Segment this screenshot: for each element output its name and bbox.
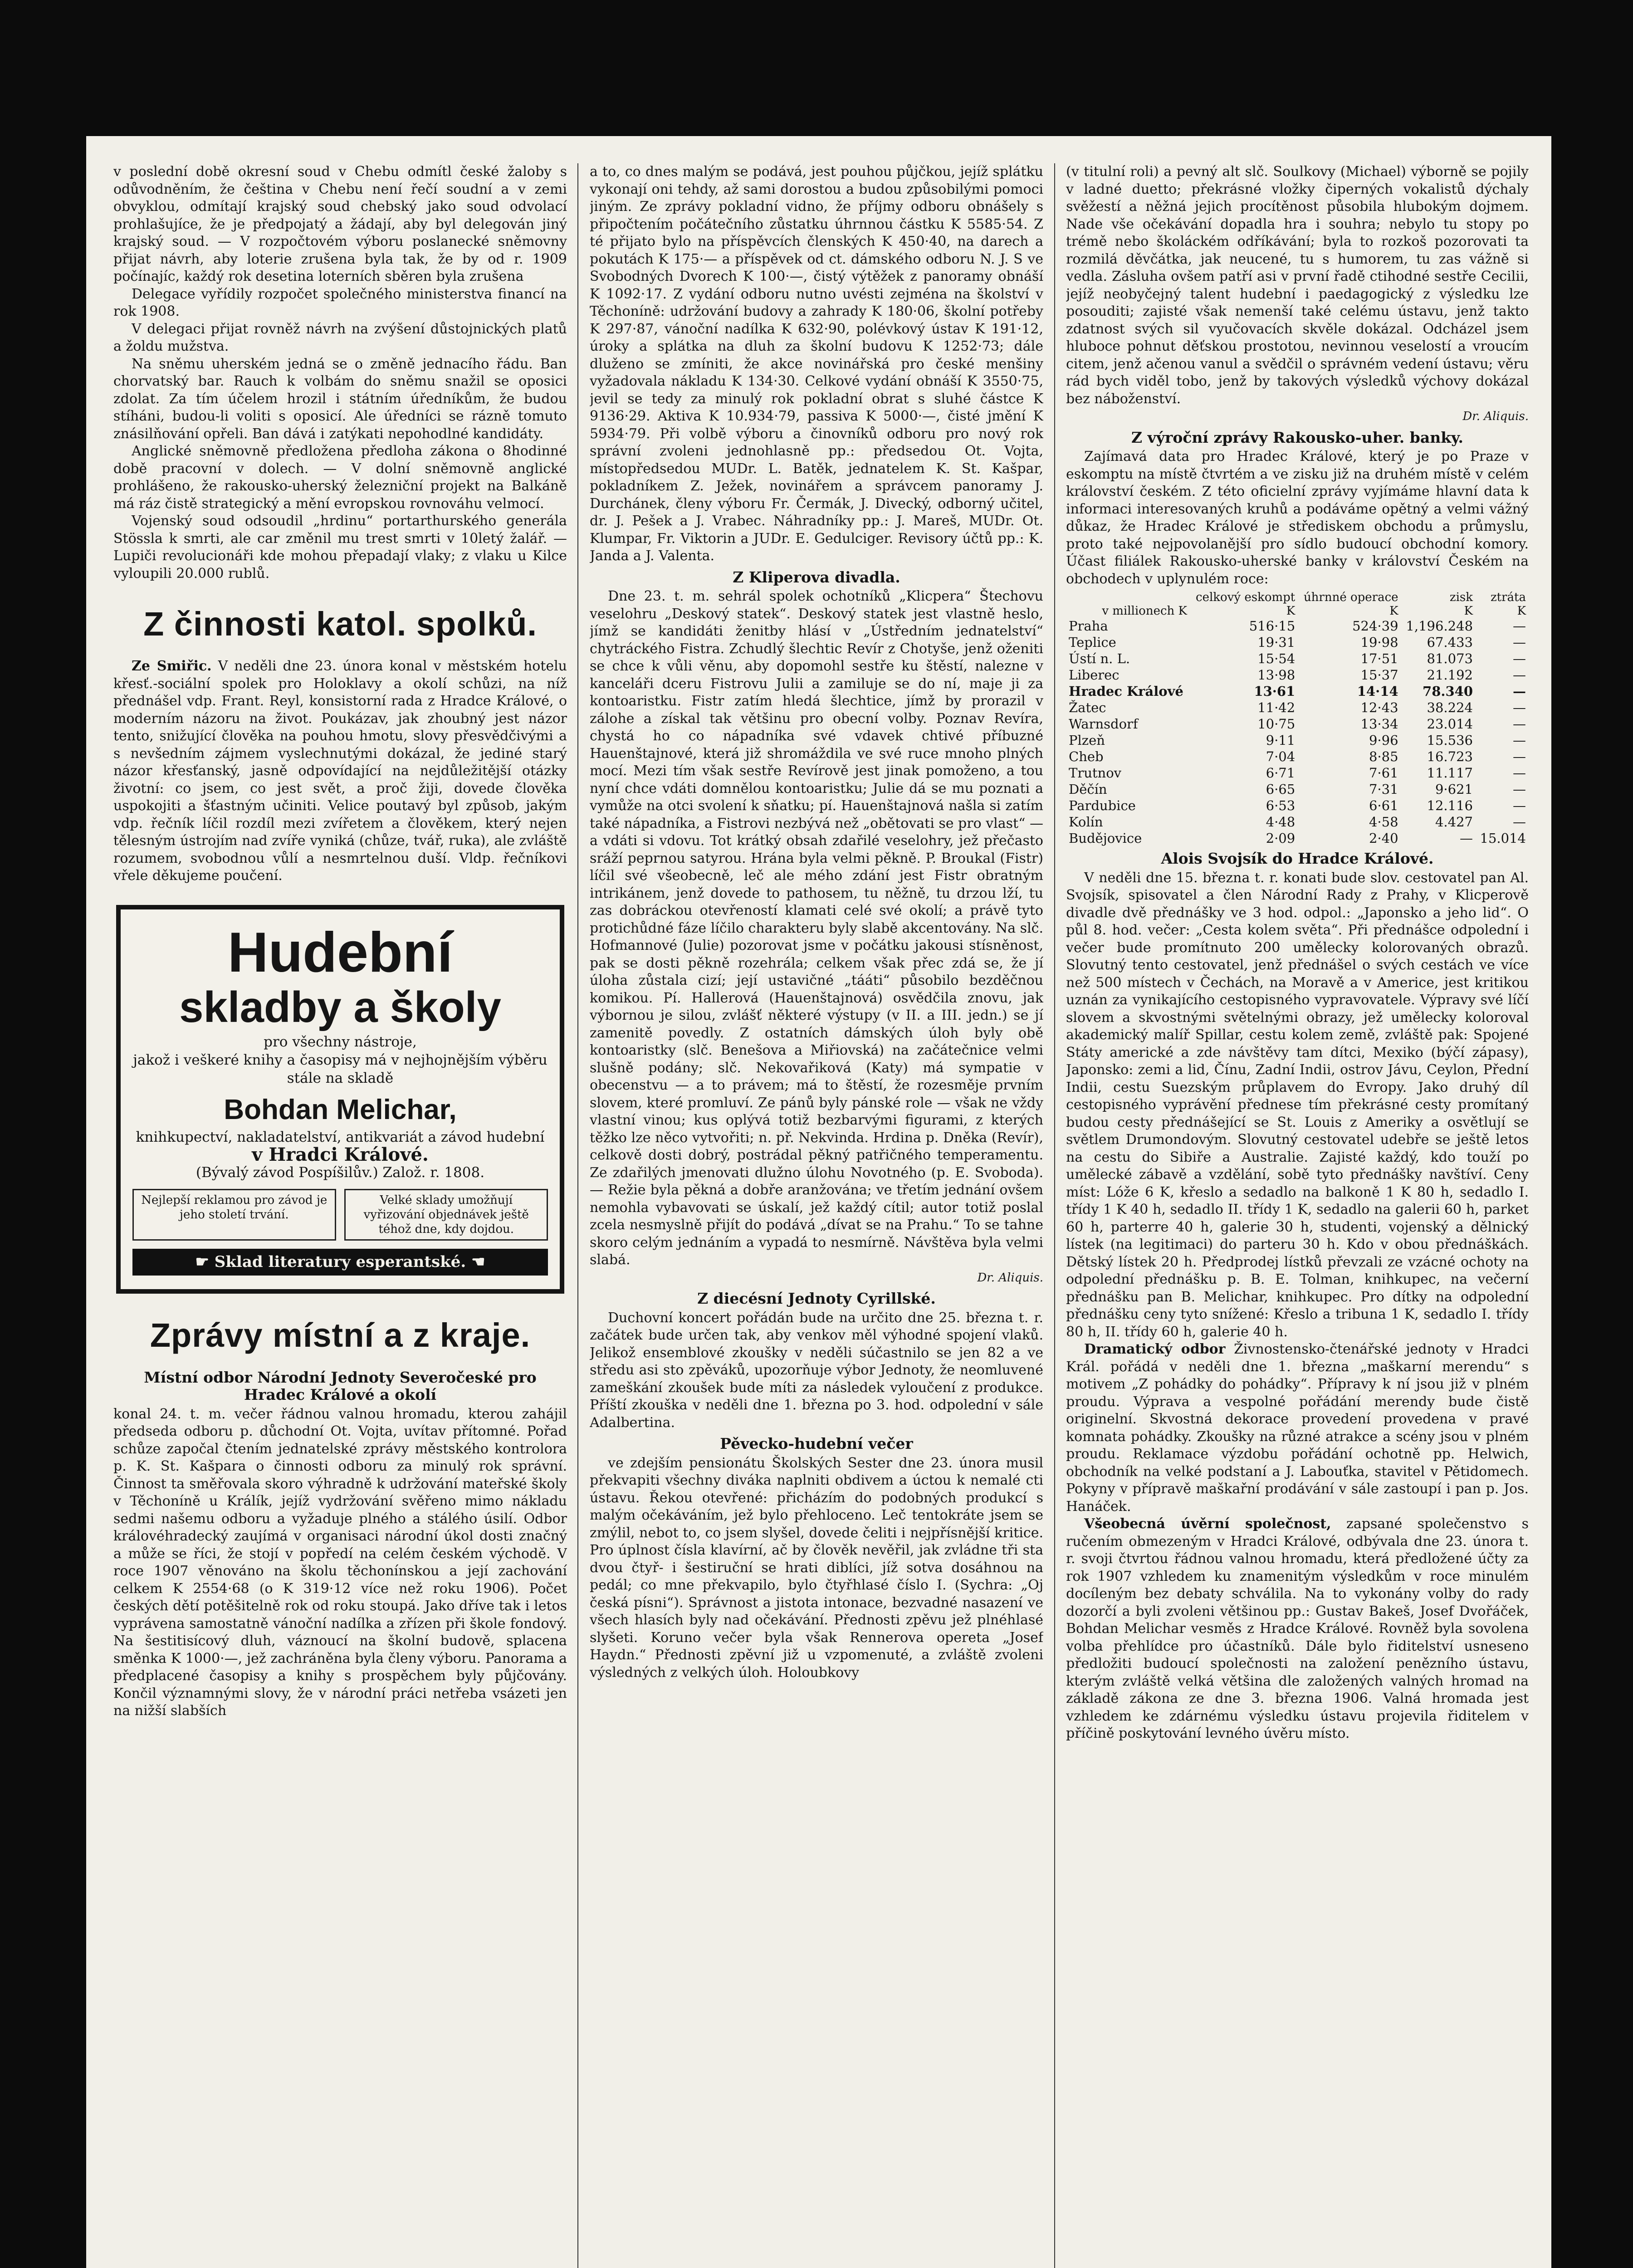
table-row [1066, 667, 1529, 683]
table-units-row [1066, 604, 1529, 618]
table-unit: K [1464, 604, 1473, 618]
table-cell-city: Budějovice [1069, 831, 1142, 846]
table-cell: — [1513, 700, 1526, 715]
paragraph: a to, co dnes malým se podává, jest pouhou půjčkou, jejíž splátku vykonají oni tehdy, až sami dorostou a budou způsobilými pomoci jiným. Ze zprávy pokladní vidno, že příjmy odboru obnášely s připočtením počátečního zůstatku úhrnnou částku K 5585·54. Z té přijato bylo na příspěvcích členských K 450·40, na darech a pokutách K 175·— a příspěvek od ct. dámského odboru N. J. S ve Svobodných Dvorech K 100·—, čistý výtěžek z panoramy obnáší K 1092·17. Z vydání odboru nutno uvésti zejména na školství v Těchoníně: udržování budovy a zahrady K 180·06, školní potřeby K 297·87, vánoční nadílka K 632·90, polévkový ústav K 191·12, úroky a splátka na dluh za školní budovu K 1252·73; dále dluženo se zmíniti, že akce novinářská pro české menšiny vyžadovala nákladu K 134·30. Celkové vydání obnáší K 3550·75, jevil se tedy za minulý rok pokladní obrat s sluhé částce K 9136·29. Aktiva K 10.934·79, passiva K 5000·—, čisté jmění K 5934·79. Při volbě výboru a činovníků odboru pro nový rok správní zvoleni jednohlasně pp.: předsedou Ot. Vojta, místopředsedou MUDr. L. Batěk, jednatelem K. St. Kašpar, pokladníkem Z. Ježek, novinářem a správcem panoramy J. Durchánek, členy výboru Fr. Čermák, J. Divecký, odborný učitel, dr. J. Pešek a J. Vrabec. Náhradníky pp.: J. Mareš, MUDr. Ot. Klumpar, Fr. Viktorin a JUDr. E. Gedulciger. Revisory účtů pp.: K. Janda a J. Valenta. [590, 164, 1043, 564]
advertisement-melichar [116, 905, 564, 1294]
article-text: Živnostensko-čtenářské jednoty v Hradci Král. pořádá v neděli dne 1. března „maškarní merendu“ s motivem „Z pohádky do pohádky“. Přípravy k ní jsou již v plném proudu. Výprava a vespolné pořádání merendy bude čistě originelní. Skvostná dekorace provedení provedena v pravé komnata pohádky. Zkoušky na různé atrakce a scény jsou v plném proudu. Reklamace výzdobu pořádání ochotně pp. Helwich, obchodník na velké podstaní a J. Labouťka, stavitel v Pětidomech. Pokyny v přípravě maškařní prodávání v sále zastoupí i pan p. Jos. Hanáček. [1066, 1341, 1529, 1515]
table-cell: 10·75 [1257, 716, 1296, 732]
table-cell: 15·54 [1257, 651, 1296, 666]
table-row [1066, 650, 1529, 667]
table-cell: 1,196.248 [1406, 618, 1473, 634]
table-cell: — [1513, 618, 1526, 634]
table-cell: 7·61 [1369, 765, 1398, 781]
paragraph: Delegace vyřídily rozpočet společného ministerstva financí na rok 1908. [113, 286, 567, 319]
table-cell: 15·37 [1360, 667, 1398, 683]
table-header: celkový eskompt [1196, 591, 1296, 604]
ad-title: Hudební [228, 921, 453, 984]
table-cell-city: Warnsdorf [1069, 716, 1138, 732]
table-row [1066, 765, 1529, 781]
table-cell: 6·71 [1266, 765, 1296, 781]
article-text: Duchovní koncert pořádán bude na určito dne 25. března t. r. začátek bude určen tak, aby venkov měl výhodné spojení vlaků. Jelikož ensemblové zkoušky v neděli súčastnilo se jen 82 a ve středu asi sto zpěváků, upozorňuje výbor Jednoty, že neomluvené zameškání zkoušek bude míti za následek vyloučení z produkce. Příští zkouška v neděli dne 1. března po 3. hod. odpolední v sále Adalbertina. [590, 1310, 1043, 1431]
table-cell-city: Teplice [1069, 635, 1116, 650]
paragraph: Vojenský soud odsoudil „hrdinu“ portarthurského generála Stössla k smrti, ale car změnil mu trest smrti v 10letý žalář. — Lupiči revolucionáři kde mohou přepadají vlaky; z vlaku u Kilce vyloupili 20.000 rublů. [113, 513, 567, 582]
table-cell: 13·98 [1257, 667, 1296, 683]
article-lead: Ze Smiřic. [132, 658, 212, 674]
section-heading-katol: Z činnosti katol. spolků. [143, 605, 537, 643]
ad-line: pro všechny nástroje, [264, 1033, 417, 1050]
table-cell: 12·43 [1360, 700, 1398, 715]
table-cell: — [1513, 749, 1526, 764]
table-cell: 23.014 [1427, 716, 1473, 732]
table-cell: 19·31 [1257, 635, 1296, 650]
table-cell-city: Trutnov [1069, 765, 1122, 781]
table-cell: 21.192 [1427, 667, 1473, 683]
table-cell: 4.427 [1435, 814, 1473, 830]
table-cell: — [1513, 733, 1526, 748]
article-subheading: Místní odbor Národní Jednoty Severočeské pro Hradec Králové a okolí [144, 1368, 537, 1403]
table-cell: — [1513, 798, 1526, 813]
table-cell: — [1513, 765, 1526, 781]
article-subheading: Z Kliperova divadla. [733, 568, 900, 586]
table-unit: K [1389, 604, 1398, 618]
table-cell: 11·42 [1257, 700, 1296, 715]
table-row [1066, 699, 1529, 716]
table-cell: 516·15 [1249, 618, 1296, 634]
article-text: Dne 23. t. m. sehrál spolek ochotníků „Klicpera“ Štechovu veselohru „Deskový statek“. Deskový statek jest vlastně heslo, jímž se kandidáti ženitby hlásí v „Ústředním jednatelství“ chytráckého Fistra. Zchudlý šlechtic Revír z Chotyše, jenž oženiti se chce k vůli věnu, aby dopomohl sestře ku štěstí, nalezne v kanceláři dceru Fistrovu Julii a zamiluje se do ní, maje ji za kontoaristku. Fistr zatím hledá šlechtice, jímž by prorazil v zálohe a získal tak většinu pro obecní volby. Poznav Revíra, chystá ho co nápadníka své vdavek chtivé příbuzné Hauenštajnové, která již shromáždila ve své ruce mnoho plných mocí. Mezi tím však sestře Revírově jest jinak pomoženo, a tou nyní chce vdáti domnělou kontoaristku; Julie dá se mu poznati a vymůže na otci svolení k sňatku; pí. Hauenštajnová našla si zatím také nápadníka, a Fistrovi nezbývá než „obětovati se pro vlast“ — a vdáti si vdovu. Tot krátký obsah zdařilé veselohry, jež přečasto sráží peprnou satyrou. Hrána byla velmi pěkně. P. Broukal (Fistr) líčil své všeobecně, leč ale mého zdání jest Fistr obratným intrikánem, jenž dovede to pathosem, tu něžně, tu drzou lží, tu zas dobráckou otevřeností klamati celé své okolí; a právě tyto protichůdné fáze líčilo charakteru byly slabě akcentovány. Na slč. Hofmannové (Julie) pozorovat jsme v počátku jakousi stísněnost, pak se dosti pěkně rozehrála; celkem však přec zdá se, že jí úloha zůstala cizí; její ustavičné „tááti“ působilo bezděčnou komikou. Pí. Hallerová (Hauenštajnová) osvědčila znovu, jak výbornou je silou, zvlášť některé výstupy (v II. a III. jedn.) se jí zamenitě povedly. Z ostatních dámských úloh byly obě kontoaristky (slč. Benešova a Miřiovská) na začátečnice velmi slušně podány; slč. Nekovařiková (Katy) má sympatie v obecenstvu — a to právem; má to štěstí, že rozesměje prvním slovem, které promluví. Ze pánů byly pánské role — však ne vždy vlastní vinou; kus oplývá totiž bezbarvými figurami, z kterých těžko lze něco vytvořiti; n. př. Nekvinda. Hrdina p. Dněka (Revír), celkově dosti dobrý, postrádal pěkný patřičného temperamentu. Ze zdařilých jmenovati dlužno úlohu Novotného (p. E. Svoboda). — Režie byla pěkná a dobře aranžována; ve třetím jednání ovšem nemohla vybavovati se úskalí, jež každý cítil; autor totiž poslal zcela nesmyslně přijít do podává „dívat se na Prahu.“ To se tahne skoro celým jednáním a vypadá to nesmírně. Návštěva byla velmi slabá. [590, 588, 1043, 1268]
ad-former: (Bývalý závod Pospíšilův.) Založ. r. 1808. [196, 1164, 485, 1181]
article-text: konal 24. t. m. večer řádnou valnou hromadu, kterou zahájil předseda odboru p. důchodní Ot. Vojta, uvítav přítomné. Pořad schůze započal čtením jednatelské zprávy městského kontrolora p. K. St. Kašpara o činnosti odboru za minulý rok správní. Činnost ta směřovala skoro výhradně k udržování mateřské školy v Těchoníně u Králík, jejíž vydržování svěřeno mimo nákladu sedmi našemu odboru a vyžaduje plného a stálého úsilí. Odbor královéhradecký zaujímá v organisaci národní úkol dosti značný a může se říci, že stojí v popředí na celém českém východě. V roce 1907 věnováno na školu těchonínskou a její zachování celkem K 2554·68 (o K 319·12 více než roku 1906). Počet českých dětí potěšitelně rok od roku stoupá. Jako dříve tak i letos vyprávena samostatně vánoční nadílka a zřízen při škole fondový. Na šestitisícový dluh, váznoucí na školní budově, splacena směnka K 1000·—, jež zachráněna byla členy výboru. Panorama a předplacené časopisy a knihy s prospěchem byly půjčovány. Končil významnými slovy, že v národní práci netřeba vsázeti jen na nižší slabších [113, 1406, 567, 1719]
table-cell-city: Praha [1069, 618, 1108, 634]
paragraph: (v titulní roli) a pevný alt slč. Soulkovy (Michael) výborně se pojily v ladné duetto; překrásné vložky čiperných vokalistů dýchaly svěžestí a něžná jejich procítěnost působila hlubokým dojmem. Nade vše očekávání dopadla hra i souhra; nebylo tu stopy po trémě nebo školáckém odříkávání; byla to rozkoš pozorovati ta rozmilá děvčátka, jak neucené, tu s humorem, tu zas vážně si vedla. Zásluha ovšem patří asi v první řadě ctihodné sestře Cecilii, jejíž neobyčejný talent hudební i paedagogický z výsledku lze posouditi; zajisté však nemenší také celému ústavu, jenž takto zdatnost svých sil vyučovacích skvěle dokázal. Odcházel jsem hluboce pohnut děťskou prostotou, nevinnou veselostí a vroucím citem, jenž ačenou vanul a svědčil o správném vedení ústavu; věru rád bych viděl tobo, jenž by takových výsledků výchovy dokázal bez náboženství. [1066, 164, 1529, 407]
table-cell: — [1513, 716, 1526, 732]
table-cell: 7·31 [1369, 782, 1398, 797]
article-dramaticky [1066, 1341, 1529, 1515]
table-cell: — [1513, 684, 1526, 699]
table-cell: 67.433 [1427, 635, 1473, 650]
newspaper-page [86, 136, 1551, 2268]
table-row [1066, 732, 1529, 748]
table-cell: 2·40 [1369, 831, 1398, 846]
ad-line: jakož i veškeré knihy a časopisy má v nejhojnějším výběru stále na skladě [133, 1051, 548, 1086]
table-cell: 15.536 [1427, 733, 1473, 748]
table-row [1066, 618, 1529, 634]
article-uverni [1066, 1515, 1529, 1743]
table-cell: 38.224 [1427, 700, 1473, 715]
table-cell-city: Plzeň [1069, 733, 1105, 748]
table-cell: 17·51 [1360, 651, 1398, 666]
column-3 [1066, 163, 1529, 2268]
ad-company-name: Bohdan Melichar, [224, 1094, 457, 1125]
table-cell: 14·14 [1357, 684, 1398, 699]
article-subheading: Pěvecko-hudební večer [720, 1435, 913, 1452]
table-cell: 524·39 [1352, 618, 1398, 634]
table-cell: 9·11 [1266, 733, 1296, 748]
table-cell: 6·61 [1369, 798, 1398, 813]
ad-box-right: Velké sklady umožňují vyřizování objednávek ještě téhož dne, kdy dojdou. [344, 1189, 548, 1241]
table-cell-city: Děčín [1069, 782, 1107, 797]
table-cell: — [1513, 667, 1526, 683]
column-2 [590, 163, 1043, 2268]
ad-subtitle: skladby a školy [179, 982, 501, 1031]
table-cell: 6·65 [1266, 782, 1296, 797]
table-cell: 12.116 [1427, 798, 1473, 813]
table-units-label: v millionech K [1102, 604, 1187, 618]
table-header: zisk [1449, 591, 1473, 604]
table-row [1066, 830, 1529, 846]
table-row [1066, 748, 1529, 765]
table-cell-city: Liberec [1069, 667, 1120, 683]
ad-boxes [132, 1189, 548, 1241]
column-rule [1054, 163, 1055, 2268]
table-cell: 9·96 [1369, 733, 1398, 748]
table-cell-city: Kolín [1069, 814, 1103, 830]
table-cell: 13·61 [1254, 684, 1296, 699]
table-cell: 81.073 [1427, 651, 1473, 666]
table-cell-city: Ústí n. L. [1069, 651, 1130, 666]
paragraph: v poslední době okresní soud v Chebu odmítl české žaloby s odůvodněním, že čeština v Chebu není řečí soudní a v zemi obvyklou, odmítají krajský soud chebský jako soud odvolací prohlašujíce, že je předpojatý a žádají, aby byl delegován jiný krajský soud. — V rozpočtovém výboru poslanecké sněmovny přijat návrh, aby loterie zrušena byla tak, že by od r. 1909 počínajíc, každý rok desetina loterních sběren byla zrušena [113, 164, 567, 284]
paragraph: Na sněmu uherském jedná se o změně jednacího řádu. Ban chorvatský bar. Rauch k volbám do sněmu snažil se oposici zdolat. Za tím účelem hrozil i státním úředníkům, že budou stíháni, budou-li voliti s oposicí. Ale úředníci se rázně tomuto znásilňování opřeli. Ban dává i zatýkati nepohodlné kandidáty. [113, 356, 567, 442]
table-cell: — [1460, 831, 1473, 846]
ad-box-left: Nejlepší reklamou pro závod je jeho století trvání. [132, 1189, 336, 1241]
signature: Dr. Aliquis. [977, 1271, 1043, 1285]
table-cell: — [1513, 635, 1526, 650]
table-cell: 4·58 [1369, 814, 1398, 830]
ad-trade: knihkupectví, nakladatelství, antikvariát a závod hudební [136, 1129, 545, 1145]
table-cell: 8·85 [1369, 749, 1398, 764]
table-cell: 13·34 [1360, 716, 1398, 732]
article-subheading: Z diecésní Jednoty Cyrillské. [697, 1290, 936, 1307]
table-cell-city: Žatec [1069, 700, 1106, 715]
article-smirice [113, 658, 567, 885]
signature: Dr. Aliquis. [1462, 410, 1529, 423]
table-header-row [1066, 591, 1529, 604]
article-lead: Dramatický odbor [1084, 1341, 1226, 1357]
table-cell: 6·53 [1266, 798, 1296, 813]
table-cell: 16.723 [1427, 749, 1473, 764]
table-row [1066, 683, 1529, 699]
bank-table [1066, 591, 1529, 846]
table-cell-city: Pardubice [1069, 798, 1136, 813]
table-cell: — [1513, 782, 1526, 797]
table-row [1066, 814, 1529, 830]
article-subheading: Z výroční zprávy Rakousko-uher. banky. [1131, 428, 1463, 446]
table-row [1066, 797, 1529, 814]
article-lead: Všeobecná úvěrní společnost, [1084, 1516, 1331, 1532]
paragraph: Anglické sněmovně předložena předloha zákona o 8hodinné době pracovní v dolech. — V dolní sněmovně anglické prohlášeno, že rakousko-uherský železniční projekt na Balkáně má ráz čistě strategický a mění evropskou rovnováhu velmocí. [113, 443, 567, 512]
table-header: ztráta [1490, 591, 1526, 604]
article-text: zapsané společenstvo s ručením obmezeným v Hradci Králové, odbývala dne 23. února t. r. svoji čtvrtou řádnou valnou hromadu, která předložené účty za rok 1907 vzhledem ku znamenitým výsledkům v roce minulém docíleným bez debaty schválila. Na to vykonány volby do rady dozorčí a byli zvoleni většinou pp.: Gustav Bakeš, Josef Dvořáček, Bohdan Melichar vesměs z Hradce Králové. Rovněž byla sovolena volba přehlídce pro účastníků. Dále bylo řiditelství usneseno předložiti budoucí společnosti na založení penězního ústavu, kterým zvláště velká většina dle založených valných hromad na základě zákona ze dne 3. března 1906. Valná hromada jest vzhledem ke zdárnému výsledku ústavu projevila řiditelem v příčině poskytování levného úvěru místo. [1066, 1516, 1529, 1741]
column-1 [113, 163, 567, 2268]
article-text: V neděli dne 15. března t. r. konati bude slov. cestovatel pan Al. Svojsík, spisovatel a člen Národní Rady z Prahy, v Klicperově divadle dvě přednášky ve 3 hod. odpol.: „Japonsko a jeho lid“. O půl 8. hod. večer: „Cesta kolem světa“. Při přednášce odpolední i večer bude promítnuto 200 umělecky kolorovaných obrazů. Slovutný tento cestovatel, jenž přednášel o svých cestách ve více než 500 místech v Čechách, na Moravě a v Americe, jest kritikou uznán za vynikajícího cestopisného vypravovatele. Výpravy své líčí slovem a skvostnými světelnými obrazy, jež umělecky koloroval akademický malíř Spillar, cestu kolem země, zvláště pak: Spojené Státy americké a zde návštěvy tam dítci, Mexiko (býčí zápasy), Japonsko: zemi a lid, Čínu, Zadní Indii, ostrov Jávu, Ceylon, Přední Indii, cestu Suezským průplavem do Evropy. Jako druhý díl cestopisného vyprávění přednese tím překrásné cesty promítaný budou cesty přednášející se St. Louis z Ameriky a osvětlují se světlem Drumondovým. Slovutný cestovatel udebře se ještě letos na cestu do Sibiře a Australie. Zajisté každý, kdo touží po umělecké zábavě a vzdělání, sobě tyto přednášky navštíví. Ceny míst: Lóže 6 K, křeslo a sedadlo na balkoně 1 K 80 h, sedadlo I. třídy 1 K 40 h, sedadlo II. třídy 1 K, sedadlo na galerii 60 h, parket 60 h, parterre 40 h, galerie 30 h, studenti, vojenský a dělnický lístek (na legitimaci) do parteru 30 h. Kdo v obou přednáškách. Dětský lístek 20 h. Předprodej lístků převzali ze vzácné ochoty na odpolední přednášku p. B. E. Tolman, knihkupec, na večerní přednášku pan B. Melichar, knihkupec. Pro dítky na odpolední přednášku ceny tyto snížené: Křeslo a tribuna 1 K, sedadlo I. třídy 80 h, II. třídy 60 h, galerie 40 h. [1066, 870, 1529, 1340]
table-cell: 9·621 [1435, 782, 1473, 797]
table-row [1066, 634, 1529, 650]
table-cell: 2·09 [1266, 831, 1296, 846]
table-cell: 4·48 [1266, 814, 1296, 830]
table-cell: 7·04 [1266, 749, 1296, 764]
table-cell: 11.117 [1427, 765, 1473, 781]
column-rule [577, 163, 578, 2268]
article-text: ve zdejším pensionátu Školských Sester dne 23. února musil překvapiti všechny diváka naplniti obdivem a úctou k nemalé cti ústavu. Řekou otevřené: přicházím do podobných produkcí s malým očekáváním, jež bylo přehloceno. Leč tentokráte jsem se zmýlil, nebot to, co jsem slyšel, dovede čeliti i nejpřísnější kritice. Pro úplnost čísla klavírní, ač by člověk nevěřil, jak zvládne tři sta dvou čtyř- i šestiruční se hrati diblíci, jíž sotva dosáhnou na pedál; co mne překvapilo, bylo čtyřhlasé číslo I. (Sychra: „Oj česká písni“). Správnost a jistota intonace, bezvadné nasazení ve všech hlasích byly nad očekávání. Přednosti zpěvu jež plnéhlasé slyšeti. Koruno večer byla však Rennerova opereta „Josef Haydn.“ Přednosti zpěvní již u vzpomenuté, a zvláště zvoleni výsledných z velkých úloh. Holoubkovy [590, 1455, 1043, 1681]
section-heading-zpravy: Zprávy místní a z kraje. [150, 1316, 531, 1354]
table-cell: 15.014 [1480, 831, 1526, 846]
ad-esperanto-banner: ☛ Sklad literatury esperantské. ☚ [132, 1249, 548, 1276]
article-text: Zajímavá data pro Hradec Králové, který je po Praze v eskomptu na místě čtvrtém a ve zisku již na druhém místě v celém království českém. Z této oficielní zprávy vyjímáme hlavní data k informaci interesovaných kruhů a podáváme opětný a velmi vážný důkaz, že Hradec Králové je střediskem obchodu a průmyslu, proto také nejpovolanější pro sídlo budoucí obchodní komory. Účast filiálek Rakousko-uherské banky v království Českém na obchodech v uplynulém roce: [1066, 449, 1529, 587]
table-cell: 78.340 [1423, 684, 1473, 699]
ad-town: v Hradci Králové. [252, 1144, 429, 1165]
table-cell: 19·98 [1360, 635, 1398, 650]
table-cell: — [1513, 651, 1526, 666]
table-row [1066, 716, 1529, 732]
table-unit: K [1517, 604, 1526, 618]
paragraph: V delegaci přijat rovněž návrh na zvýšení důstojnických platů a žoldu mužstva. [113, 321, 567, 354]
table-cell: — [1513, 814, 1526, 830]
bank-table-body [1066, 618, 1529, 846]
table-cell-city: Cheb [1069, 749, 1104, 764]
article-text: V neděli dne 23. února konal v městském hotelu křesť.-sociální spolek pro Holoklavy a okolí schůzi, na níž přednášel vdp. Frant. Reyl, konsistorní rada z Hradce Králové, o moderním názoru na život. Poukázav, jak zhoubný jest názor tento, snižující člověka na pouhou hmotu, slovy přesvědčivými a s nevšedním zájmem vyslechnutými dokázal, že jediné starý názor křesťanský, jasně odpovídající na nejdůležitější otázky životní: co jsem, co jest svět, a proč žiji, dovede člověka uspokojiti a šťastným učiniti. Velice poutavý byl způsob, jakým vdp. řečník líčil rozdíl mezi zvířetem a člověkem, který nejen tělesným ústrojím nad zvíře vyniká (chůze, tvář, ruka), ale zvláště rozumem, svobodnou vůlí a nesmrtelnou duší. Vldp. řečníkovi vřele děkujeme poučení. [113, 658, 567, 884]
table-row [1066, 781, 1529, 797]
article-subheading: Alois Svojsík do Hradce Králové. [1161, 850, 1434, 867]
table-cell-city: Hradec Králové [1069, 684, 1183, 699]
table-header: úhrnné operace [1303, 591, 1398, 604]
table-unit: K [1286, 604, 1296, 618]
